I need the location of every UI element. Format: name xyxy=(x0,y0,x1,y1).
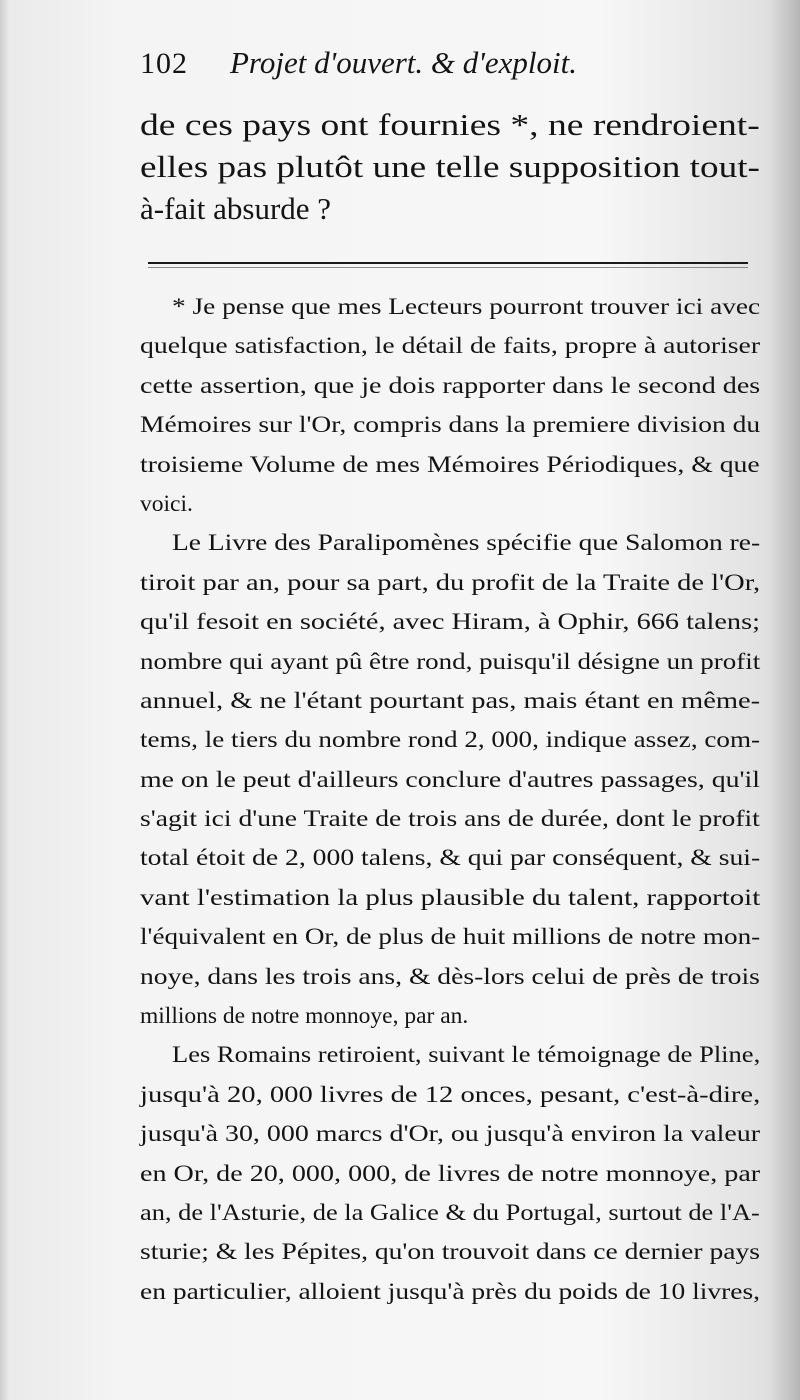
page-header xyxy=(140,45,760,85)
footnote-line: voici. xyxy=(140,490,193,517)
page-number: 102 xyxy=(140,47,188,80)
footnote-line: qu'il fesoit en société, avec Hiram, à Ophir, 666 talens; xyxy=(140,609,760,636)
main-text-line: elles pas plutôt une telle supposition tout- xyxy=(140,149,760,184)
main-text-block xyxy=(140,104,760,230)
running-title: Projet d'ouvert. & d'exploit. xyxy=(230,45,578,80)
main-text-line: à-fait absurde ? xyxy=(140,191,332,226)
footnote-line: nombre qui ayant pû être rond, puisqu'il désigne un profit xyxy=(140,648,761,675)
footnote-block xyxy=(140,288,760,1312)
footnote-line: an, de l'Asturie, de la Galice & du Portugal, surtout de l'A- xyxy=(140,1199,760,1226)
footnote-line: s'agit ici d'une Traite de trois ans de durée, dont le profit xyxy=(140,806,760,833)
page-left-edge xyxy=(0,0,10,1400)
footnote-line: Les Romains retiroient, suivant le témoignage de Pline, xyxy=(172,1042,761,1069)
footnote-line: sturie; & les Pépites, qu'on trouvoit dans ce dernier pays xyxy=(140,1239,760,1266)
footnote-line: * Je pense que mes Lecteurs pourront trouver ici avec xyxy=(172,294,761,320)
footnote-line: jusqu'à 20, 000 livres de 12 onces, pesant, c'est-à-dire, xyxy=(140,1081,761,1108)
footnote-line: total étoit de 2, 000 talens, & qui par conséquent, & sui- xyxy=(140,845,761,872)
footnote-line: en Or, de 20, 000, 000, de livres de notre monnoye, par xyxy=(140,1160,761,1187)
footnote-line: vant l'estimation la plus plausible du talent, rapportoit xyxy=(140,884,761,911)
main-text-line: de ces pays ont fournies *, ne rendroient- xyxy=(140,107,760,142)
footnote-line: tems, le tiers du nombre rond 2, 000, indique assez, com- xyxy=(140,727,761,754)
footnote-separator-rule xyxy=(148,262,748,264)
footnote-line: troisieme Volume de mes Mémoires Périodiques, & que xyxy=(140,451,760,478)
footnote-line: me on le peut d'ailleurs conclure d'autres passages, qu'il xyxy=(140,766,761,793)
footnote-line: noye, dans les trois ans, & dès-lors celui de près de trois xyxy=(140,963,760,990)
footnote-line: en particulier, alloient jusqu'à près du poids de 10 livres, xyxy=(140,1278,761,1305)
footnote-line: Mémoires sur l'Or, compris dans la premiere division du xyxy=(140,412,761,439)
page-right-edge xyxy=(770,0,800,1400)
footnote-line: cette assertion, que je dois rapporter dans le second des xyxy=(140,372,761,399)
footnote-line: quelque satisfaction, le détail de faits, propre à autoriser xyxy=(140,333,761,360)
footnote-line: Le Livre des Paralipomènes spécifie que Salomon re- xyxy=(172,530,761,557)
footnote-separator-rule-shadow xyxy=(148,267,748,268)
footnote-line: l'équivalent en Or, de plus de huit millions de notre mon- xyxy=(140,924,761,951)
footnote-line: millions de notre monnoye, par an. xyxy=(140,1003,469,1030)
footnote-line: jusqu'à 30, 000 marcs d'Or, ou jusqu'à environ la valeur xyxy=(140,1121,761,1148)
footnote-line: annuel, & ne l'étant pourtant pas, mais étant en même- xyxy=(140,687,761,714)
footnote-line: tiroit par an, pour sa part, du profit de la Traite de l'Or, xyxy=(140,569,761,596)
